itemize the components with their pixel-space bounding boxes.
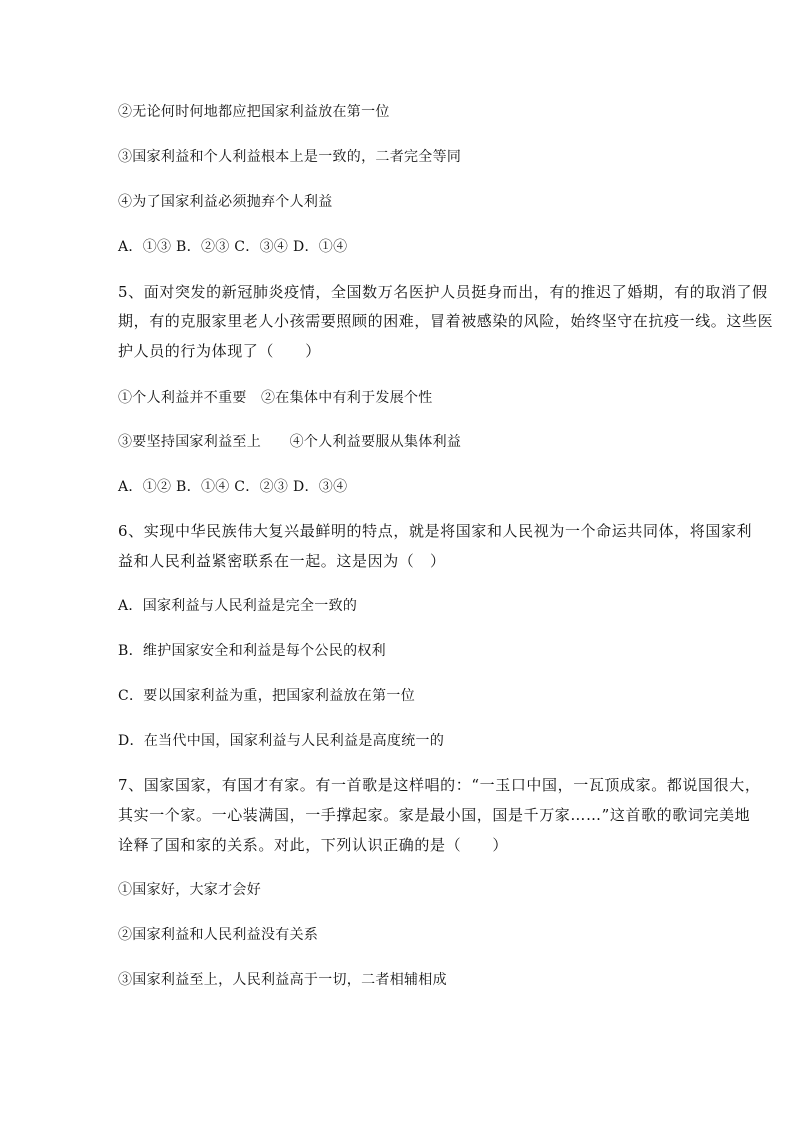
q7-stem-line-2: 其实一个家。一心装满国，一手撑起家。家是最小国，国是千万家……”这首歌的歌词完美地 — [118, 806, 751, 824]
q5-stem-line-1: 5、面对突发的新冠肺炎疫情，全国数万名医护人员挺身而出，有的推迟了婚期，有的取消了假 — [118, 283, 768, 301]
q5-choices: A．①② B．①④ C．②③ D．③④ — [118, 479, 348, 495]
q6-option-c: C．要以国家利益为重，把国家利益放在第一位 — [118, 688, 416, 704]
q6-stem-line-2: 益和人民利益紧密联系在一起。这是因为（ ） — [118, 552, 446, 570]
q7-option-3: ③国家利益至上，人民利益高于一切，二者相辅相成 — [118, 972, 447, 988]
q7-stem-line-1: 7、国家国家，有国才有家。有一首歌是这样唱的：“一玉口中国，一瓦顶成家。都说国很大， — [118, 776, 761, 794]
q6-option-d: D．在当代中国，国家利益与人民利益是高度统一的 — [118, 733, 445, 749]
q4-option-4: ④为了国家利益必须抛弃个人利益 — [118, 194, 333, 210]
q5-stem-line-3: 护人员的行为体现了（ ） — [118, 342, 321, 360]
q5-stem-line-2: 期，有的克服家里老人小孩需要照顾的困难，冒着被感染的风险，始终坚守在抗疫一线。这些医 — [118, 312, 774, 330]
q5-options-line-2: ③要坚持国家利益至上 ④个人利益要服从集体利益 — [118, 434, 462, 450]
q7-option-1: ①国家好，大家才会好 — [118, 882, 261, 898]
q4-choices: A．①③ B．②③ C．③④ D．①④ — [118, 239, 348, 255]
q7-stem-line-3: 诠释了国和家的关系。对此，下列认识正确的是（ ） — [118, 836, 509, 854]
q4-option-2: ②无论何时何地都应把国家利益放在第一位 — [118, 104, 390, 120]
q6-stem-line-1: 6、实现中华民族伟大复兴最鲜明的特点，就是将国家和人民视为一个命运共同体，将国家利 — [118, 522, 753, 540]
q6-option-a: A．国家利益与人民利益是完全一致的 — [118, 598, 358, 614]
q4-option-3: ③国家利益和个人利益根本上是一致的，二者完全等同 — [118, 149, 462, 165]
q6-option-b: B．维护国家安全和利益是每个公民的权利 — [118, 643, 386, 659]
q5-options-line-1: ①个人利益并不重要 ②在集体中有利于发展个性 — [118, 390, 433, 406]
q7-option-2: ②国家利益和人民利益没有关系 — [118, 927, 319, 943]
